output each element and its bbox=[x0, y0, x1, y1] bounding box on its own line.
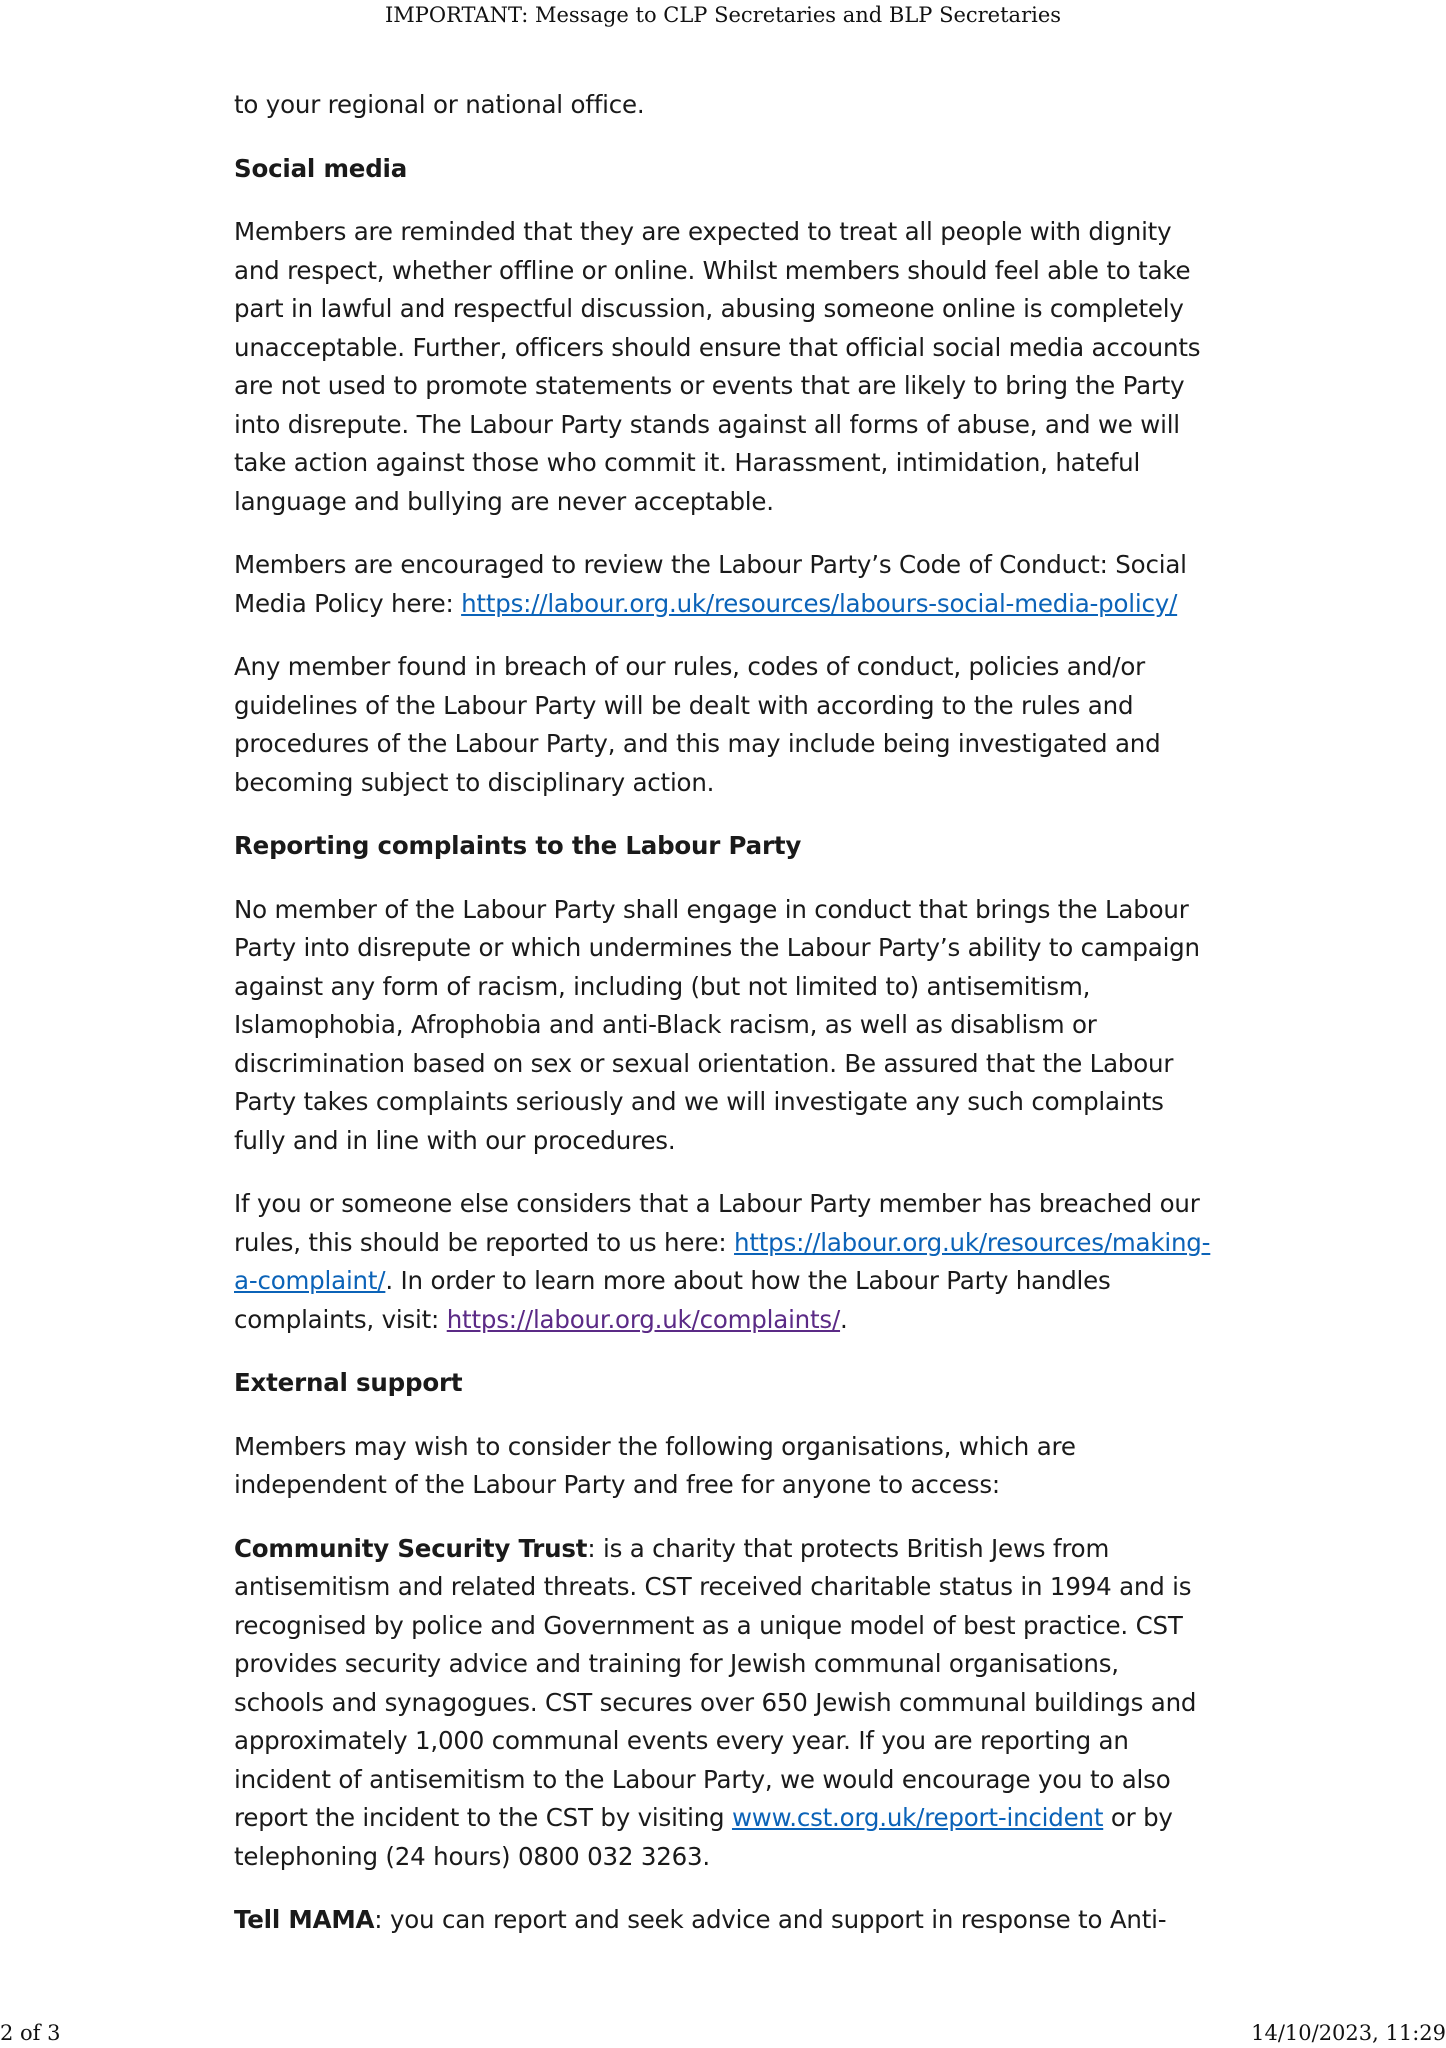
complaints-text-1: If you or someone else considers that a Labour Party member has breached our rules, this should be reported to us here: bbox=[234, 1189, 1200, 1257]
external-support-heading: External support bbox=[234, 1368, 463, 1397]
complaints-heading: Reporting complaints to the Labour Party bbox=[234, 831, 802, 860]
complaints-text-2: . In order to learn more about how the Labour Party handles complaints, visit: bbox=[234, 1266, 1111, 1334]
complaints-paragraph-1: No member of the Labour Party shall engage in conduct that brings the Labour Party into disrepute or which undermines the Labour Party’s ability to campaign against any form of racism, including (but not limited to) antisemitism, Islamophobia, Afrophobia and anti-Black racism, as well as disablism or discrimination based on sex or sexual orientation. Be assured that the Labour Party takes complaints seriously and we will investigate any such complaints fully and in line with our procedures. bbox=[234, 894, 1200, 1155]
cst-name: Community Security Trust bbox=[234, 1533, 588, 1563]
cst-text-2: or by telephoning (24 hours) 0800 032 3263. bbox=[234, 1803, 1173, 1871]
social-media-policy-text: Members are encouraged to review the Labour Party’s Code of Conduct: Social Media Policy here: bbox=[234, 550, 1187, 618]
tell-mama-paragraph bbox=[234, 1901, 1214, 1940]
print-header-title: IMPORTANT: Message to CLP Secretaries and BLP Secretaries bbox=[384, 3, 1062, 27]
tell-mama-text: : you can report and seek advice and support in response to Anti- bbox=[374, 1905, 1167, 1934]
social-media-policy-link[interactable]: https://labour.org.uk/resources/labours-social-media-policy/ bbox=[461, 588, 1178, 618]
making-a-complaint-link[interactable]: https://labour.org.uk/resources/making-a-complaint/ bbox=[234, 1227, 1211, 1295]
social-media-paragraph-3: Any member found in breach of our rules, codes of conduct, policies and/or guidelines of the Labour Party will be dealt with according to the rules and procedures of the Labour Party, and this may include being investigated and becoming subject to disciplinary action. bbox=[234, 652, 1161, 797]
cst-report-incident-link[interactable]: www.cst.org.uk/report-incident bbox=[731, 1803, 1104, 1832]
document-body bbox=[234, 86, 1214, 1965]
intro-tail-paragraph: to your regional or national office. bbox=[234, 90, 645, 119]
social-media-heading: Social media bbox=[234, 153, 408, 183]
complaints-page-link[interactable]: https://labour.org.uk/complaints/ bbox=[446, 1304, 841, 1334]
page-number: 2 of 3 bbox=[0, 2021, 61, 2045]
cst-paragraph bbox=[234, 1530, 1214, 1877]
social-media-paragraph-1: Members are reminded that they are expected to treat all people with dignity and respect, whether offline or online. Whilst members should feel able to take part in lawful and respectful discussion, abusing someone online is completely unacceptable. Further, officers should ensure that official social media accounts are not used to promote statements or events that are likely to bring the Party into disrepute. The Labour Party stands against all forms of abuse, and we will take action against those who commit it. Harassment, intimidation, hateful language and bullying are never acceptable. bbox=[234, 217, 1201, 516]
complaints-paragraph-2 bbox=[234, 1185, 1214, 1339]
complaints-text-3: . bbox=[840, 1304, 848, 1334]
tell-mama-name: Tell MAMA bbox=[234, 1905, 375, 1934]
print-datetime: 14/10/2023, 11:29 bbox=[1251, 2021, 1446, 2045]
external-support-paragraph-1: Members may wish to consider the following organisations, which are independent of the Labour Party and free for anyone to access: bbox=[234, 1431, 1076, 1499]
social-media-paragraph-2 bbox=[234, 546, 1214, 623]
cst-text-1: : is a charity that protects British Jews from antisemitism and related threats. CST received charitable status in 1994 and is recognised by police and Government as a unique model of best practice. CST provides security advice and training for Jewish communal organisations, schools and synagogues. CST secures over 650 Jewish communal buildings and approximately 1,000 communal events every year. If you are reporting an incident of antisemitism to the Labour Party, we would encourage you to also report the incident to the CST by visiting bbox=[234, 1533, 1197, 1832]
